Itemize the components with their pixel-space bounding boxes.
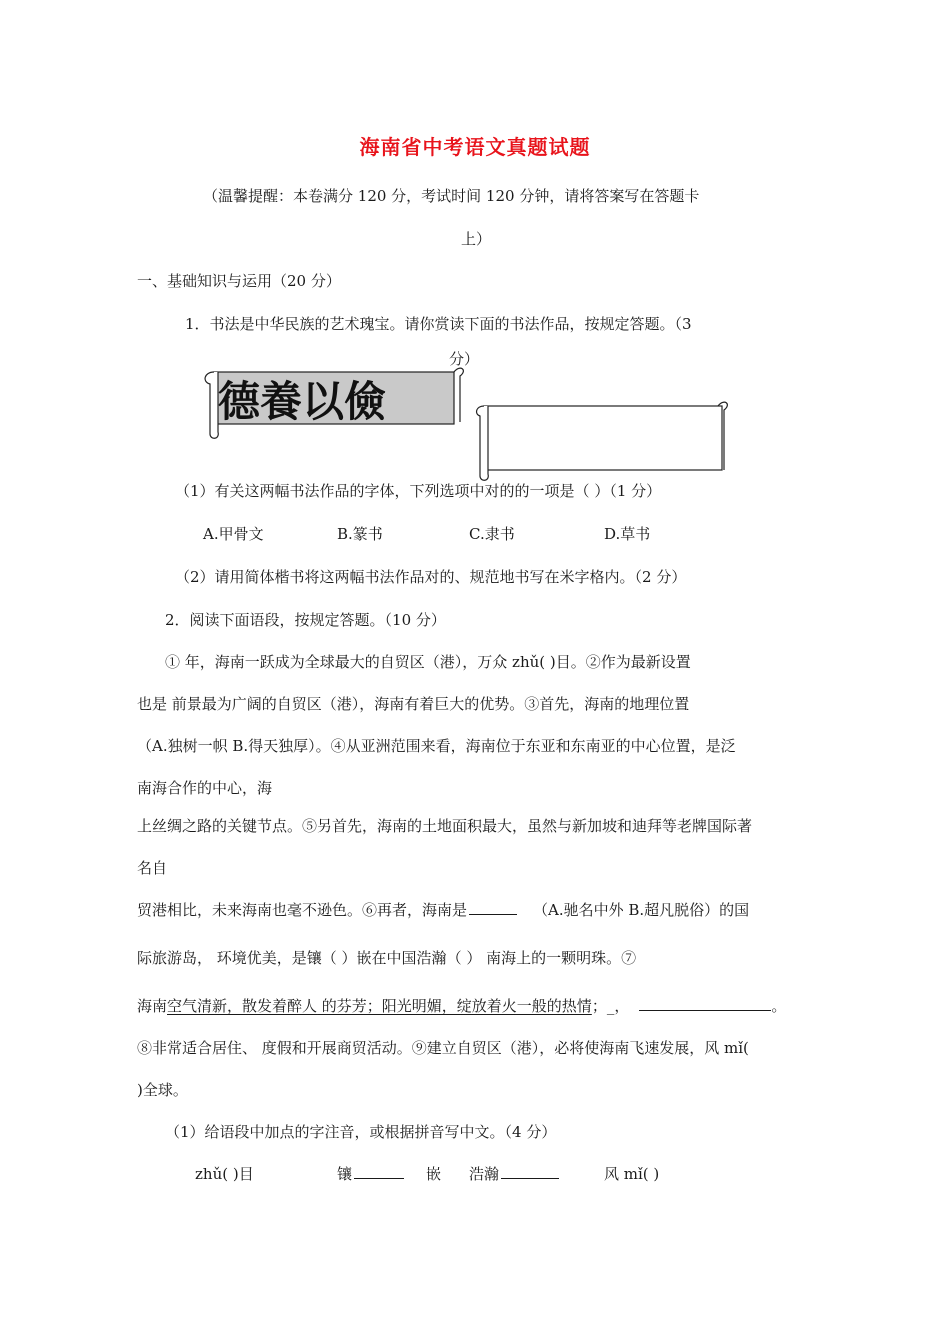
underlined-sentence: 的芬芳；阳光明媚，绽放着火一般的热情 <box>317 997 592 1015</box>
answer-blank[interactable] <box>501 1163 559 1179</box>
option-b: B.篆书 <box>337 525 383 543</box>
underlined-sentence: 空气清新，散发着醉人 <box>167 997 318 1015</box>
option-a: A.甲骨文 <box>203 525 264 543</box>
passage-text: （ ） 南海上的一颗明珠。⑦ <box>446 949 637 967</box>
fill-label: 嵌 <box>426 1165 442 1183</box>
fill-item-mi: 风 mǐ( ) <box>604 1165 660 1183</box>
question-2-stem: 2．阅读下面语段，按规定答题。（10 分） <box>165 611 446 629</box>
passage-line <box>137 995 786 1016</box>
passage-line: ⑧非常适合居住、 度假和开展商贸活动。⑨建立自贸区（港），必将使海南飞速发展，风 mǐ( <box>137 1039 749 1057</box>
passage-text: （A.驰名中外 B.超凡脱俗）的国 <box>533 901 750 919</box>
option-c: C.隶书 <box>469 525 515 543</box>
question-1-sub-2: （2）请用简体楷书将这两幅书法作品对的、规范地书写在米字格内。（2 分） <box>175 568 687 586</box>
passage-line: （A.独树一帜 B.得天独厚）。④从亚洲范围来看，海南位于东亚和东南亚的中心位置，是泛 <box>137 737 736 755</box>
exam-notice-end: 上） <box>461 230 492 248</box>
fill-item-xiang <box>337 1163 441 1184</box>
fill-item-haohan <box>469 1163 559 1184</box>
passage-line: )全球。 <box>137 1081 188 1099</box>
option-d: D.草书 <box>604 525 651 543</box>
question-1-sub-1: （1）有关这两幅书法作品的字体，下列选项中对的的一项是（ ）（1 分） <box>175 482 662 500</box>
question-1-stem: 1．书法是中华民族的艺术瑰宝。请你赏读下面的书法作品，按规定答题。（3 <box>185 315 692 333</box>
answer-blank[interactable] <box>354 1163 404 1179</box>
answer-scroll <box>470 396 732 482</box>
passage-line: ① 年，海南一跃成为全球最大的自贸区（港），万众 zhǔ( )目。②作为最新设置 <box>165 653 691 671</box>
passage-line: 也是 前景最为广阔的自贸区（港），海南有着巨大的优势。③首先，海南的地理位置 <box>137 695 690 713</box>
passage-text: 海南 <box>137 997 168 1015</box>
exam-notice: （温馨提醒：本卷满分 120 分，考试时间 120 分钟，请将答案写在答题卡 <box>203 187 700 205</box>
fill-label: 镶 <box>337 1165 353 1183</box>
fill-label: 浩瀚 <box>469 1165 500 1183</box>
passage-line <box>137 899 749 920</box>
passage-text: 际旅游岛， 环境优美，是镶 <box>137 949 322 967</box>
passage-text: 。 <box>771 997 787 1015</box>
question-2-sub-1: （1）给语段中加点的字注音，或根据拼音写中文。（4 分） <box>165 1123 557 1141</box>
passage-line: 上丝绸之路的关键节点。⑤另首先，海南的土地面积最大，虽然与新加坡和迪拜等老牌国际著 <box>137 817 753 835</box>
answer-blank[interactable] <box>469 899 517 915</box>
passage-line <box>137 947 636 968</box>
passage-text: （ ）嵌在中国浩瀚 <box>321 949 447 967</box>
passage-text: ；_， <box>591 997 630 1015</box>
passage-text: 贸港相比，未来海南也毫不逊色。⑥再者，海南是 <box>137 901 468 919</box>
fill-item-zhu: zhǔ( )目 <box>195 1165 254 1183</box>
page-title: 海南省中考语文真题试题 <box>359 135 591 159</box>
calligraphy-scroll <box>196 360 466 440</box>
answer-blank[interactable] <box>639 995 771 1011</box>
section-heading: 一、基础知识与运用（20 分） <box>137 272 341 290</box>
question-1-stem-end: 分） <box>449 350 480 368</box>
passage-line: 名自 <box>137 859 168 877</box>
calligraphy-text: 德養以儉 <box>218 377 387 426</box>
passage-line: 南海合作的中心，海 <box>137 779 273 797</box>
